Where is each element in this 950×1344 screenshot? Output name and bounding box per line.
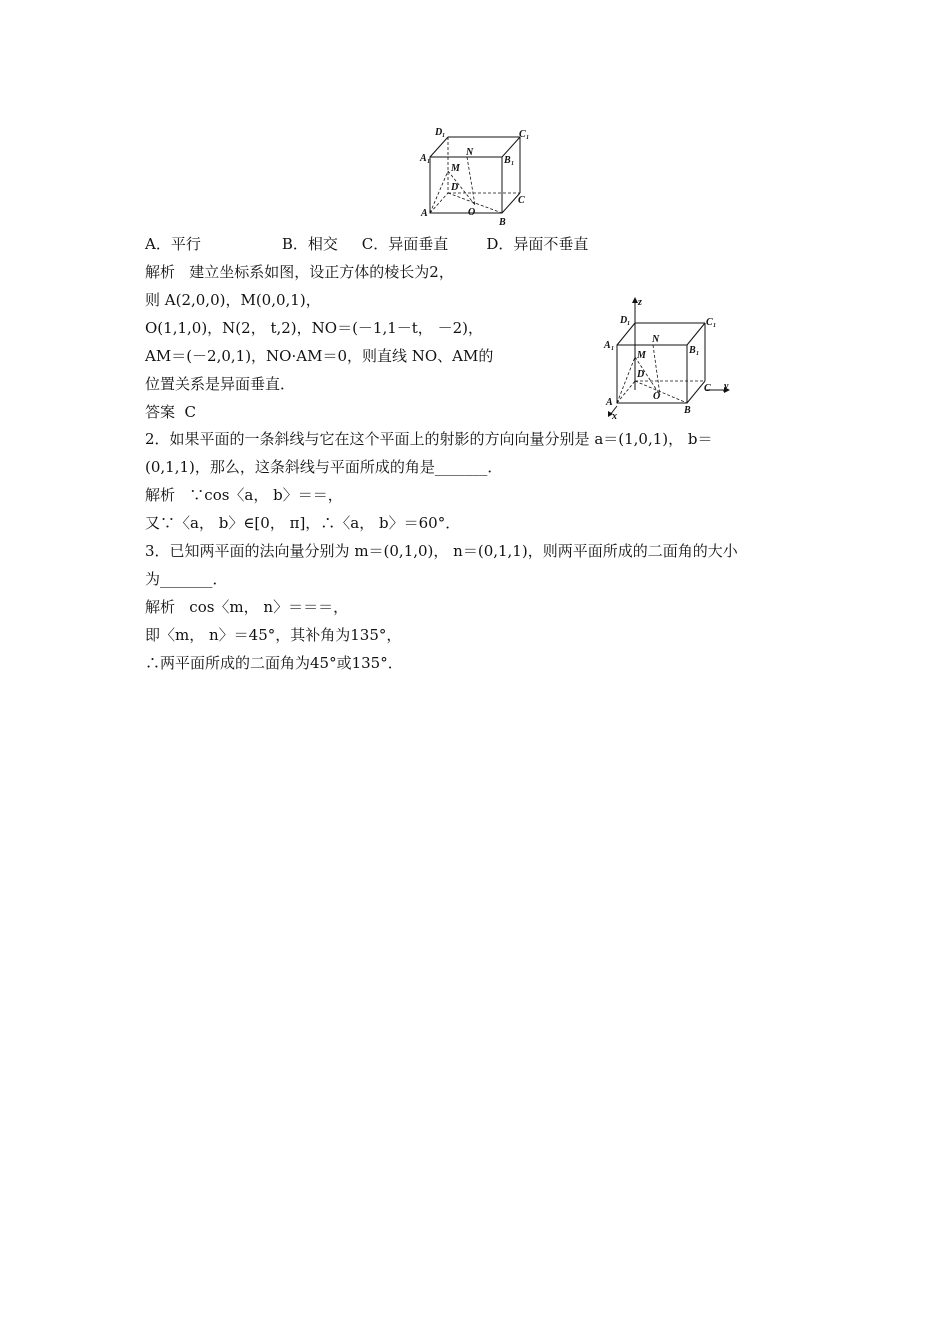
q1-options: A．平行 B．相交 C．异面垂直 D．异面不垂直 — [145, 235, 589, 253]
q1-solution-line-5: 位置关系是异面垂直． — [145, 375, 296, 393]
label-a: A — [606, 397, 613, 408]
axis-z-label: z — [638, 297, 642, 308]
label-c1-sub: 1 — [526, 135, 529, 141]
q1-solution-line-2: 则 A(2,0,0)，M(0,0,1)， — [145, 291, 321, 309]
q1-solution-line-3: O(1,1,0)，N(2， t,2)，NO＝(－1,1－t， －2)， — [145, 319, 483, 337]
label-d: D — [451, 182, 459, 193]
label-n: N — [652, 334, 660, 345]
cube-figure-2 — [600, 295, 740, 420]
label-c1-sub: 1 — [713, 323, 716, 329]
axis-x-label: x — [612, 411, 617, 420]
q2-stem-line-1: 2．如果平面的一条斜线与它在这个平面上的射影的方向向量分别是 a＝(1,0,1)， b＝ — [145, 430, 713, 448]
label-b1: B — [504, 155, 511, 166]
q2-solution-line-2: 又∵〈a， b〉∈[0， π]，∴〈a， b〉＝60°． — [145, 514, 461, 532]
q1-answer: 答案 C — [145, 403, 197, 421]
label-a1: A — [604, 340, 611, 351]
label-b1: B — [689, 345, 696, 356]
label-m: M — [451, 163, 460, 174]
label-a1: A — [420, 153, 427, 164]
label-b: B — [499, 217, 506, 227]
label-d1-sub: 1 — [442, 133, 445, 139]
label-a1-sub: 1 — [427, 159, 430, 165]
label-o: O — [468, 207, 476, 218]
label-b1-sub: 1 — [696, 351, 699, 357]
label-b1-sub: 1 — [511, 161, 514, 167]
label-n: N — [466, 147, 474, 158]
label-o: O — [653, 391, 661, 402]
label-a1-sub: 1 — [611, 346, 614, 352]
label-d1-sub: 1 — [627, 321, 630, 327]
q3-solution-line-1: 解析 cos〈m， n〉＝＝＝， — [145, 598, 349, 616]
q3-stem-line-2: 为_______． — [145, 570, 228, 588]
label-a: A — [421, 208, 428, 219]
q3-stem-line-1: 3．已知两平面的法向量分别为 m＝(0,1,0)， n＝(0,1,1)，则两平面所成的二面角的大小 — [145, 542, 738, 560]
cube-figure-1 — [415, 125, 535, 227]
label-c1: C — [706, 317, 713, 328]
axis-y-label: y — [724, 381, 729, 392]
label-d1: D — [620, 315, 628, 326]
q1-solution-line-1: 解析 建立坐标系如图，设正方体的棱长为2， — [145, 263, 454, 281]
label-d: D — [637, 369, 645, 380]
q1-solution-line-4: AM＝(－2,0,1)，NO·AM＝0，则直线 NO、AM的 — [145, 347, 494, 365]
label-b: B — [684, 405, 691, 416]
q3-solution-line-3: ∴两平面所成的二面角为45°或135°． — [145, 654, 403, 672]
q2-stem-line-2: (0,1,1)，那么，这条斜线与平面所成的角是_______． — [145, 458, 503, 476]
label-c: C — [518, 195, 525, 206]
q3-solution-line-2: 即〈m， n〉＝45°，其补角为135°， — [145, 626, 402, 644]
label-m: M — [637, 350, 646, 361]
label-c: C — [704, 383, 711, 394]
q2-solution-line-1: 解析 ∵cos〈a， b〉＝＝， — [145, 486, 343, 504]
label-d1: D — [435, 127, 443, 138]
label-c1: C — [519, 129, 526, 140]
